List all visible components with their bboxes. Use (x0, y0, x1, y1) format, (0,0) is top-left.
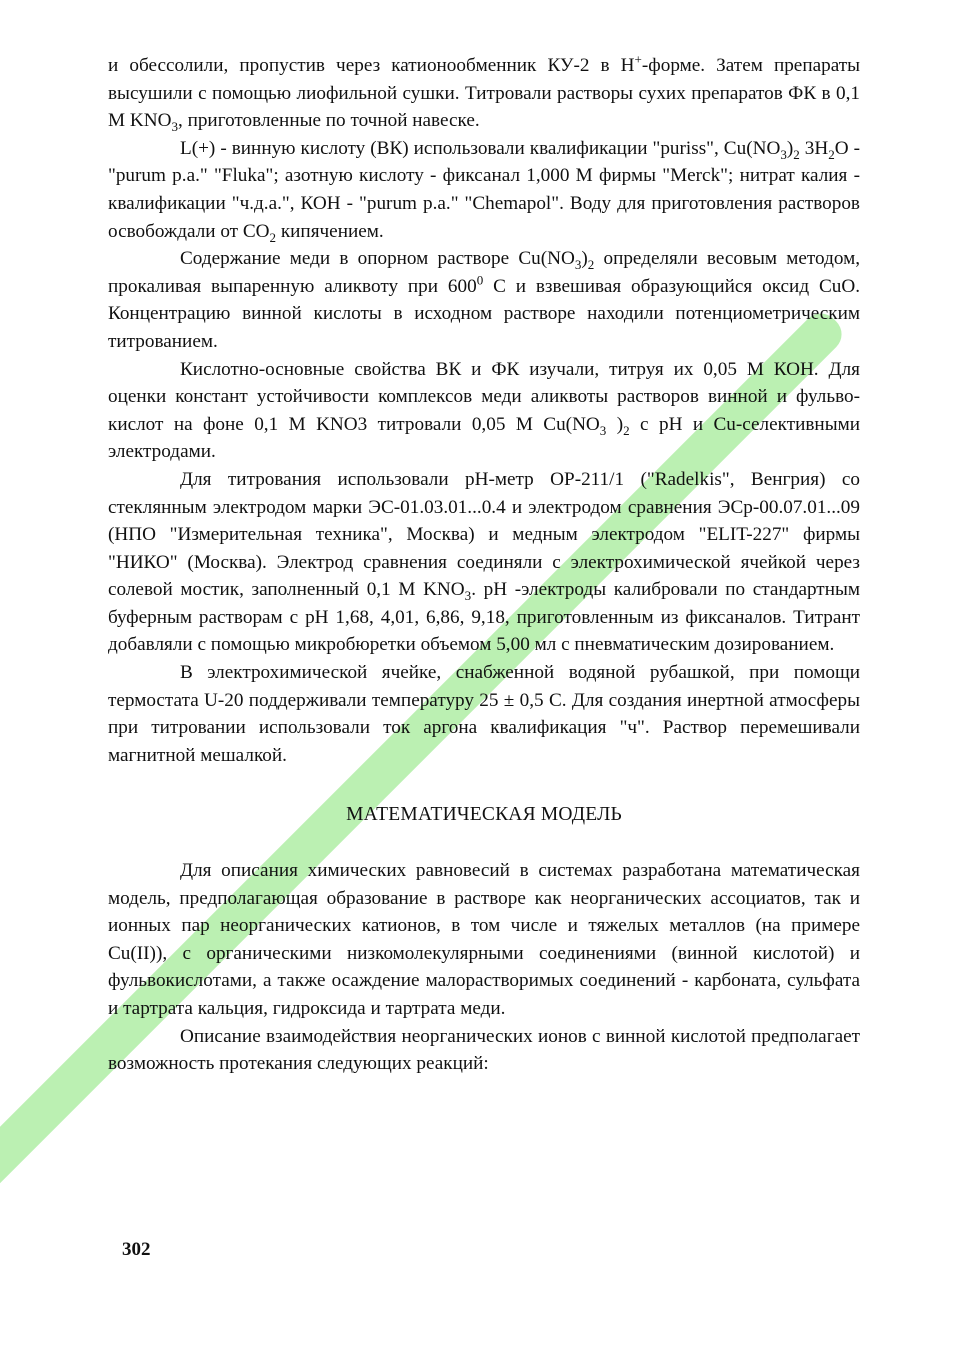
body-text-top (108, 52, 860, 769)
page-number: 302 (122, 1239, 151, 1260)
text-run: с pH и Cu-селективными электродами. (108, 413, 861, 463)
paragraph-p6 (108, 659, 860, 769)
text-run: С и взвешивая образующийся оксид CuO. Концентрацию винной кислоты в исходном растворе находили потенциометрическим титрованием. (108, 275, 860, 352)
paragraph-p2 (108, 135, 860, 245)
paragraph-p5 (108, 466, 860, 659)
text-run: . pH -электроды калибровали по стандартным буферным растворам с pH 1,68, 4,01, 6,86, 9,18, приготовленным из фиксаналов. Титрант добавляли с помощью микробюретки объемом 5,00 мл с пневматическим дозированием. (108, 579, 860, 656)
text-run: ) (606, 413, 624, 435)
text-run: Кислотно-основные свойства ВК и ФК изучали, титруя их 0,05 М КОН. Для оценки констант устойчивости комплексов меди аликвоты растворов винной и фульво- кислот на фоне 0,1 М KNO3 титровали 0,05 М Cu(NO (108, 358, 860, 435)
subscript: 2 (587, 256, 595, 272)
text-run: Содержание меди в опорном растворе Cu(NO (180, 248, 575, 270)
subscript: 3 (599, 422, 607, 438)
text-run: ) (581, 248, 588, 270)
document-page (108, 52, 860, 1078)
paragraph-p1 (108, 52, 860, 135)
text-run: ) (786, 137, 794, 159)
subscript: 3 (780, 146, 787, 162)
paragraph-p8 (108, 1023, 860, 1078)
text-run: -форме. Затем препараты высушили с помощью лиофильной сушки. Титровали растворы сухих препаратов ФК в 0,1 М KNO (108, 55, 861, 132)
subscript: 3 (171, 119, 178, 135)
text-run: определяли весовым методом, прокаливая выпаренную аликвоту при 600 (108, 248, 861, 297)
text-run: и обессолили, пропустив через катионообменник КУ-2 в H (108, 55, 635, 76)
text-run: кипячением. (276, 220, 384, 242)
section-heading: МАТЕМАТИЧЕСКАЯ МОДЕЛЬ (346, 804, 622, 826)
subscript: 2 (623, 422, 630, 438)
subscript: 2 (828, 146, 835, 162)
paragraph-p7 (108, 857, 860, 1023)
superscript: + (634, 51, 642, 67)
text-run: Описание взаимодействия неорганических ионов с винной кислотой предполагает возможность протекания следующих реакций: (108, 1025, 860, 1075)
superscript: 0 (476, 272, 484, 288)
subscript: 2 (269, 229, 277, 245)
text-run: 3H (799, 137, 829, 159)
paragraph-p4 (108, 356, 860, 466)
text-run: O - "purum p.a." "Fluka"; азотную кислоту - фиксанал 1,000 М фирмы "Merck"; нитрат калия - квалификации "ч.д.а.", КОН - "purum p.a." "Chemapol". Воду для приготовления растворов освобождали от CO (108, 137, 861, 242)
subscript: 3 (464, 588, 472, 604)
text-run: Для описания химических равновесий в системах разработана математическая модель, предполагающая образование в растворе как неорганических ассоциатов, так и ионных пар неорганических катионов, в том числе и тяжелых металлов (на примере Cu(II)), с органическими низкомолекулярными соединениями (винной кислотой) и фульвокислотами, а также осаждение малорастворимых соединений - карбоната, сульфата и тартрата кальция, гидроксида и тартрата меди. (108, 860, 860, 1019)
body-text-bottom (108, 857, 860, 1078)
subscript: 2 (793, 146, 800, 162)
text-run: В электрохимической ячейке, снабженной водяной рубашкой, при помощи термостата U-20 поддерживали температуру 25 ± 0,5 С. Для создания инертной атмосферы при титровании использовали ток аргона квалификация "ч". Раствор перемешивали магнитной мешалкой. (108, 662, 860, 766)
text-run: L(+) - винную кислоту (ВК) использовали квалификации "puriss", Cu(NO (180, 137, 781, 159)
text-run: Для титрования использовали pH-метр OP-211/1 ("Radelkis", Венгрия) со стеклянным электродом марки ЭС-01.03.01...0.4 и электродом сравнения ЭСр-00.07.01...09 (НПО "Измерительная техника", Москва) и медным электродом "ELIT-227" фирмы "НИКО" (Москва). Электрод сравнения соединяли с электрохимической ячейкой через солевой мостик, заполненный 0,1 М KNO (108, 468, 860, 601)
paragraph-p3 (108, 245, 860, 355)
subscript: 3 (574, 256, 582, 272)
text-run: , приготовленные по точной навеске. (177, 110, 480, 132)
